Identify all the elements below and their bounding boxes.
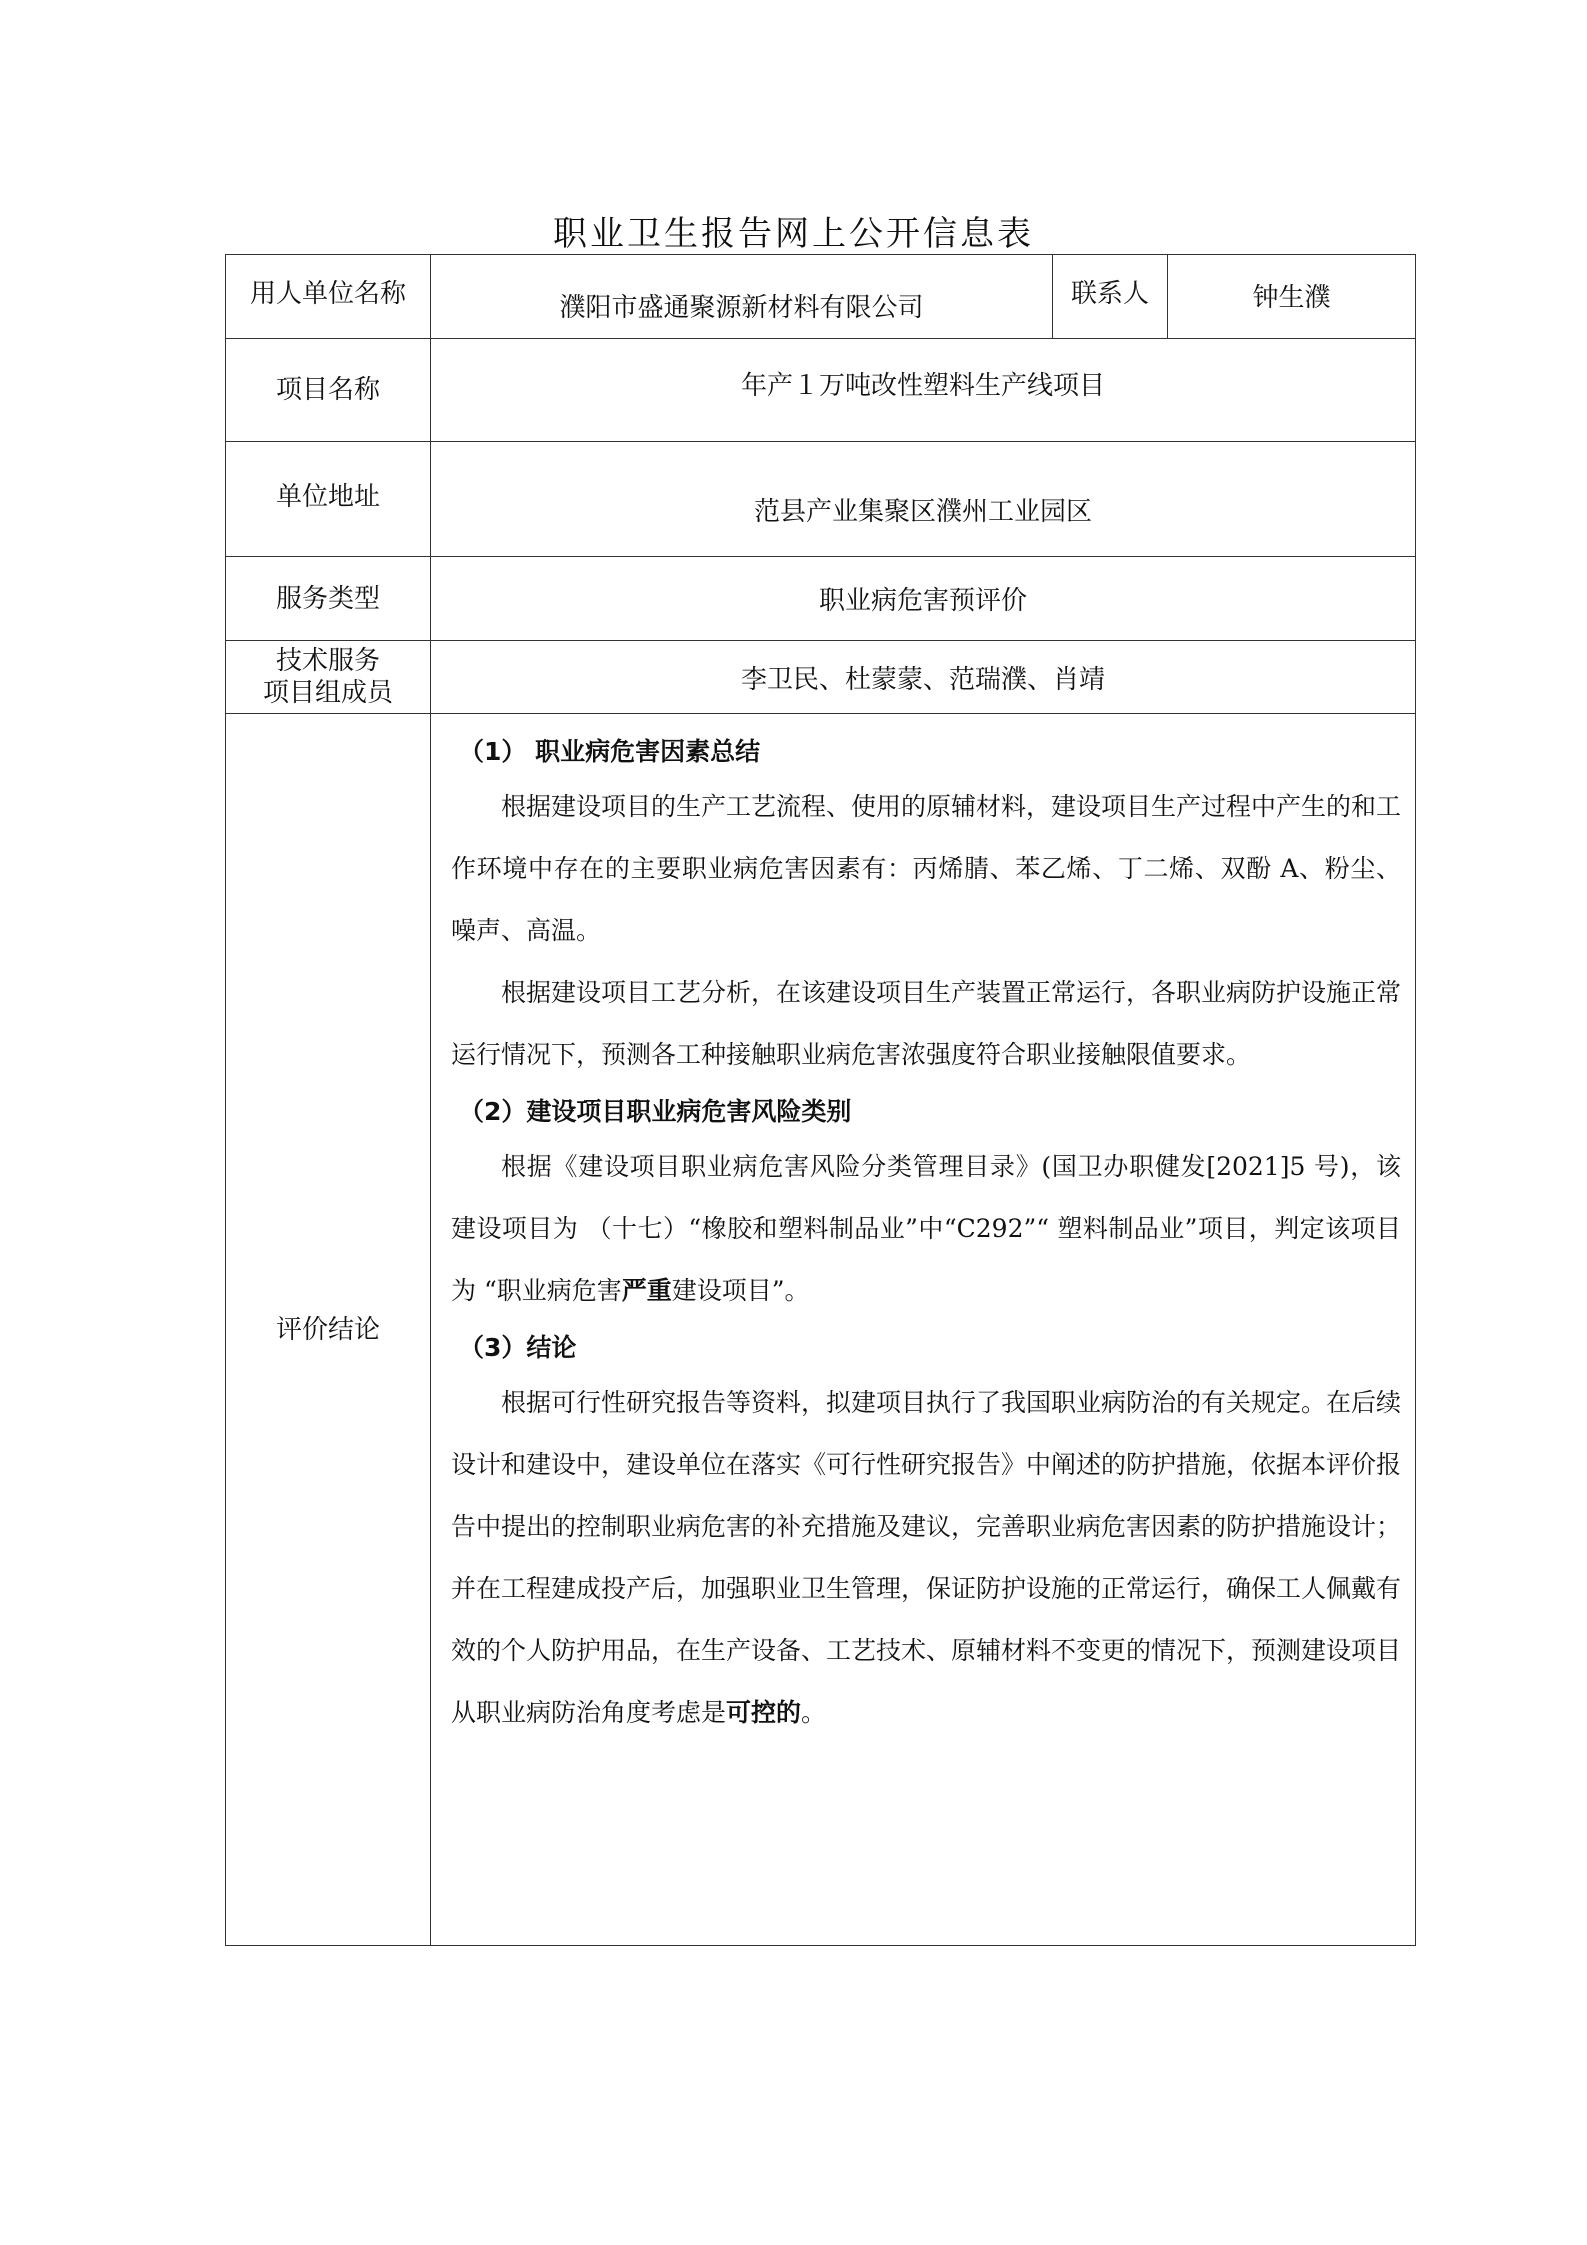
contact-value-cell	[1168, 255, 1416, 339]
contact-label-cell	[1053, 255, 1168, 339]
employer-value-cell	[431, 255, 1053, 339]
evaluation-content-cell	[431, 714, 1416, 1946]
employer-label: 用人单位名称	[249, 279, 406, 309]
evaluation-label-cell	[226, 714, 431, 1946]
team-label-line2: 项目组成员	[262, 678, 393, 708]
row-team	[226, 641, 1416, 714]
section3-heading: （3）结论	[459, 1333, 577, 1362]
section3-text-part1: 根据可行性研究报告等资料，拟建项目执行了我国职业病防治的有关规定。在后续设计和建设中，建设单位在落实《可行性研究报告》中阐述的防护措施，依据本评价报告中提出的控制职业病危害的补充措施及建议，完善职业病危害因素的防护措施设计；并在工程建成投产后，加强职业卫生管理，保证防护设施的正常运行，确保工人佩戴有效的个人防护用品，在生产设备、工艺技术、原辅材料不变更的情况下，预测建设项目从职业病防治角度考虑是	[451, 1388, 1402, 1727]
section3-paragraph	[451, 1372, 1401, 1744]
section1-heading: （1） 职业病危害因素总结	[459, 737, 761, 766]
contact-label: 联系人	[1070, 279, 1149, 309]
evaluation-content	[431, 714, 1415, 1784]
section3-text-end: 。	[801, 1698, 827, 1727]
section2-text-part1: 根据《建设项目职业病危害风险分类管理目录》(国卫办职健发[2021]5 号)，该建设项目为 （十七）“橡胶和塑料制品业”中“C292”“ 塑料制品业”项目，判定该项目为 “职业病危害	[451, 1152, 1401, 1305]
row-service	[226, 557, 1416, 641]
row-project	[226, 339, 1416, 442]
project-value: 年产１万吨改性塑料生产线项目	[740, 371, 1105, 401]
section2-text-bold: 严重	[621, 1276, 672, 1305]
section2-paragraph	[451, 1136, 1401, 1322]
page-title: 职业卫生报告网上公开信息表	[553, 214, 1034, 254]
project-label-cell	[226, 339, 431, 442]
employer-value: 濮阳市盛通聚源新材料有限公司	[559, 293, 924, 323]
team-value-cell	[431, 641, 1416, 714]
row-evaluation	[226, 714, 1416, 1946]
service-value-cell	[431, 557, 1416, 641]
service-label-cell	[226, 557, 431, 641]
address-label-cell	[226, 442, 431, 557]
contact-value: 钟生濮	[1252, 283, 1331, 313]
evaluation-label: 评价结论	[275, 1314, 380, 1345]
service-value: 职业病危害预评价	[818, 586, 1027, 616]
address-value: 范县产业集聚区濮州工业园区	[753, 497, 1092, 527]
section2-text-part2: 建设项目”。	[671, 1276, 810, 1305]
project-label: 项目名称	[275, 375, 380, 405]
section2-heading: （2）建设项目职业病危害风险类别	[459, 1097, 852, 1126]
project-value-cell	[431, 339, 1416, 442]
section1-paragraph1: 根据建设项目的生产工艺流程、使用的原辅材料，建设项目生产过程中产生的和工作环境中存在的主要职业病危害因素有：丙烯腈、苯乙烯、丁二烯、双酚 A、粉尘、噪声、高温。	[451, 792, 1402, 945]
address-label: 单位地址	[275, 482, 380, 512]
address-value-cell	[431, 442, 1416, 557]
service-label: 服务类型	[275, 583, 380, 614]
section3-text-bold: 可控的	[726, 1698, 802, 1727]
section1-paragraph2: 根据建设项目工艺分析，在该建设项目生产装置正常运行，各职业病防护设施正常运行情况下，预测各工种接触职业病危害浓强度符合职业接触限值要求。	[451, 978, 1402, 1069]
team-value: 李卫民、杜蒙蒙、范瑞濮、肖靖	[740, 664, 1105, 695]
team-label-cell	[226, 641, 431, 714]
employer-label-cell	[226, 255, 431, 339]
row-address	[226, 442, 1416, 557]
info-table	[225, 254, 1416, 1946]
team-label-line1: 技术服务	[275, 646, 380, 676]
row-employer	[226, 255, 1416, 339]
